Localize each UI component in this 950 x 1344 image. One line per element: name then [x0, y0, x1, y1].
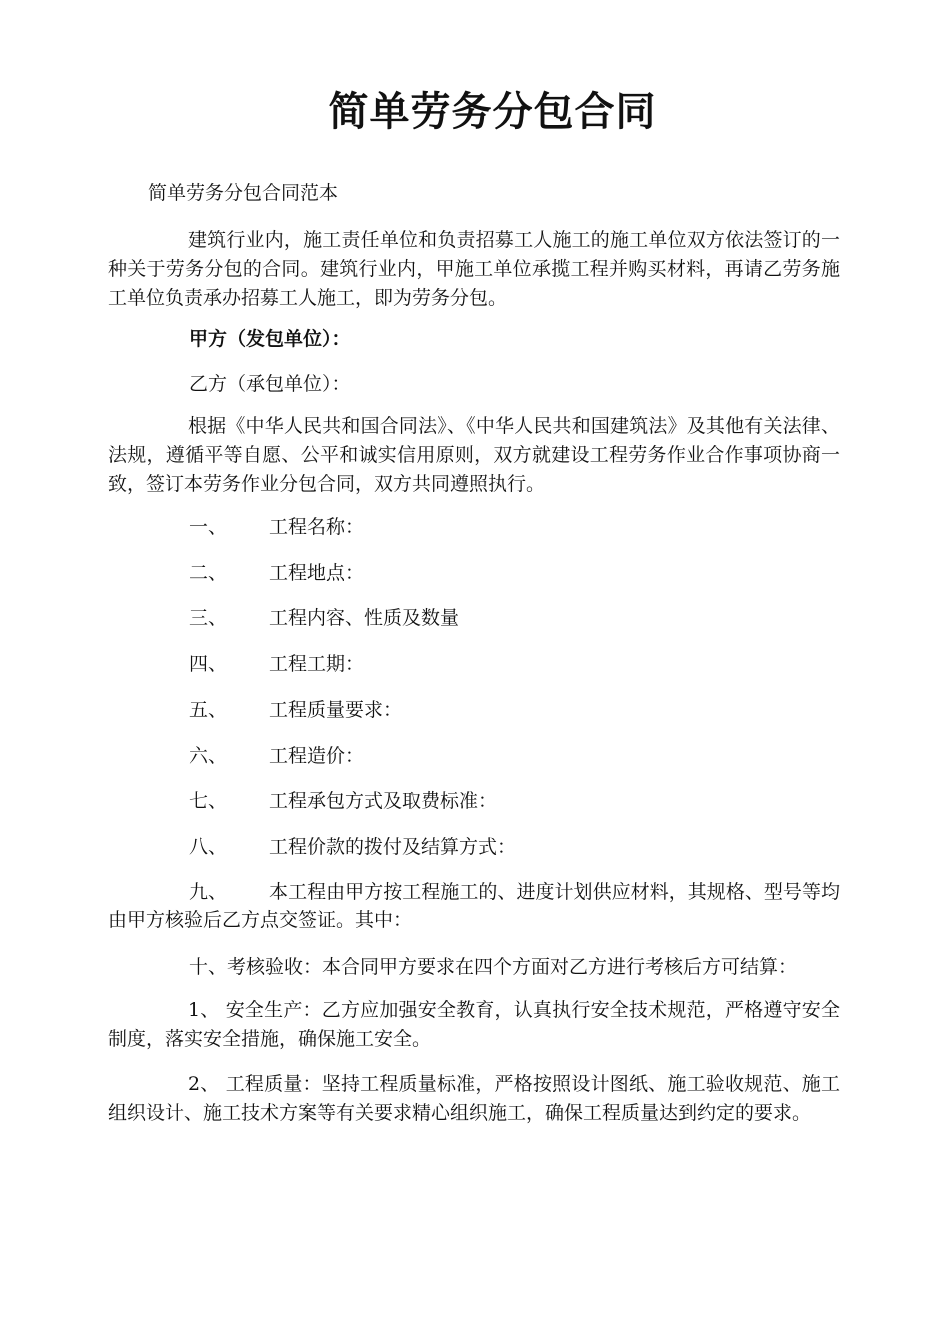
clause-text: 工程造价： — [269, 745, 365, 767]
document-subtitle: 简单劳务分包合同范本 — [148, 182, 339, 204]
clause-number: 二、 — [189, 562, 228, 584]
clause-number: 七、 — [189, 790, 228, 812]
document-title: 简单劳务分包合同 — [328, 89, 657, 135]
clause-item — [189, 697, 402, 723]
basis-paragraph: 根据《中华人民共和国合同法》、《中华人民共和国建筑法》及其他有关法律、法规，遵循平等自愿、公平和诚实信用原则，双方就建设工程劳务作业合作事项协商一致，签订本劳务作业分包合同，双方共同遵照执行。 — [108, 415, 840, 495]
clause-text: 工程工期： — [269, 653, 365, 675]
party-b-label: 乙方（承包单位）： — [189, 373, 351, 395]
clause-number: 六、 — [189, 745, 228, 767]
clause-item — [189, 788, 497, 814]
clause-text: 工程地点： — [269, 562, 365, 584]
clause-number: 五、 — [189, 699, 228, 721]
clause-item — [189, 514, 364, 540]
clause-number: 一、 — [189, 516, 228, 538]
clause-item — [189, 651, 364, 677]
clause-text: 工程价款的拨付及结算方式： — [269, 836, 517, 858]
party-a-label: 甲方（发包单位）： — [189, 328, 351, 350]
clause-quality: 2、 工程质量：坚持工程质量标准，严格按照设计图纸、施工验收规范、施工组织设计、施工技术方案等有关要求精心组织施工，确保工程质量达到约定的要求。 — [108, 1073, 840, 1124]
clause-item — [189, 743, 364, 769]
clause-number: 八、 — [189, 836, 228, 858]
clause-number: 九、 — [189, 881, 228, 903]
clause-item-ten: 十、考核验收：本合同甲方要求在四个方面对乙方进行考核后方可结算： — [189, 956, 798, 978]
clause-text: 工程质量要求： — [269, 699, 403, 721]
intro-paragraph: 建筑行业内，施工责任单位和负责招募工人施工的施工单位双方依法签订的一种关于劳务分包的合同。建筑行业内，甲施工单位承揽工程并购买材料，再请乙劳务施工单位负责承办招募工人施工，即为劳务分包。 — [108, 229, 840, 309]
clause-item — [189, 834, 516, 860]
clause-text: 工程承包方式及取费标准： — [269, 790, 498, 812]
clause-text: 工程内容、性质及数量 — [269, 607, 460, 629]
clause-text: 本工程由甲方按工程施工的、进度计划供应材料，其规格、型号等均 由甲方核验后乙方点交签证。其中： — [108, 881, 840, 931]
clause-text: 工程名称： — [269, 516, 365, 538]
clause-number: 四、 — [189, 653, 228, 675]
clause-safety: 1、 安全生产：乙方应加强安全教育，认真执行安全技术规范，严格遵守安全制度，落实安全措施，确保施工安全。 — [108, 999, 840, 1050]
clause-item-nine — [108, 878, 840, 934]
clause-item — [189, 605, 459, 631]
clause-number: 三、 — [189, 607, 228, 629]
clause-item — [189, 560, 364, 586]
